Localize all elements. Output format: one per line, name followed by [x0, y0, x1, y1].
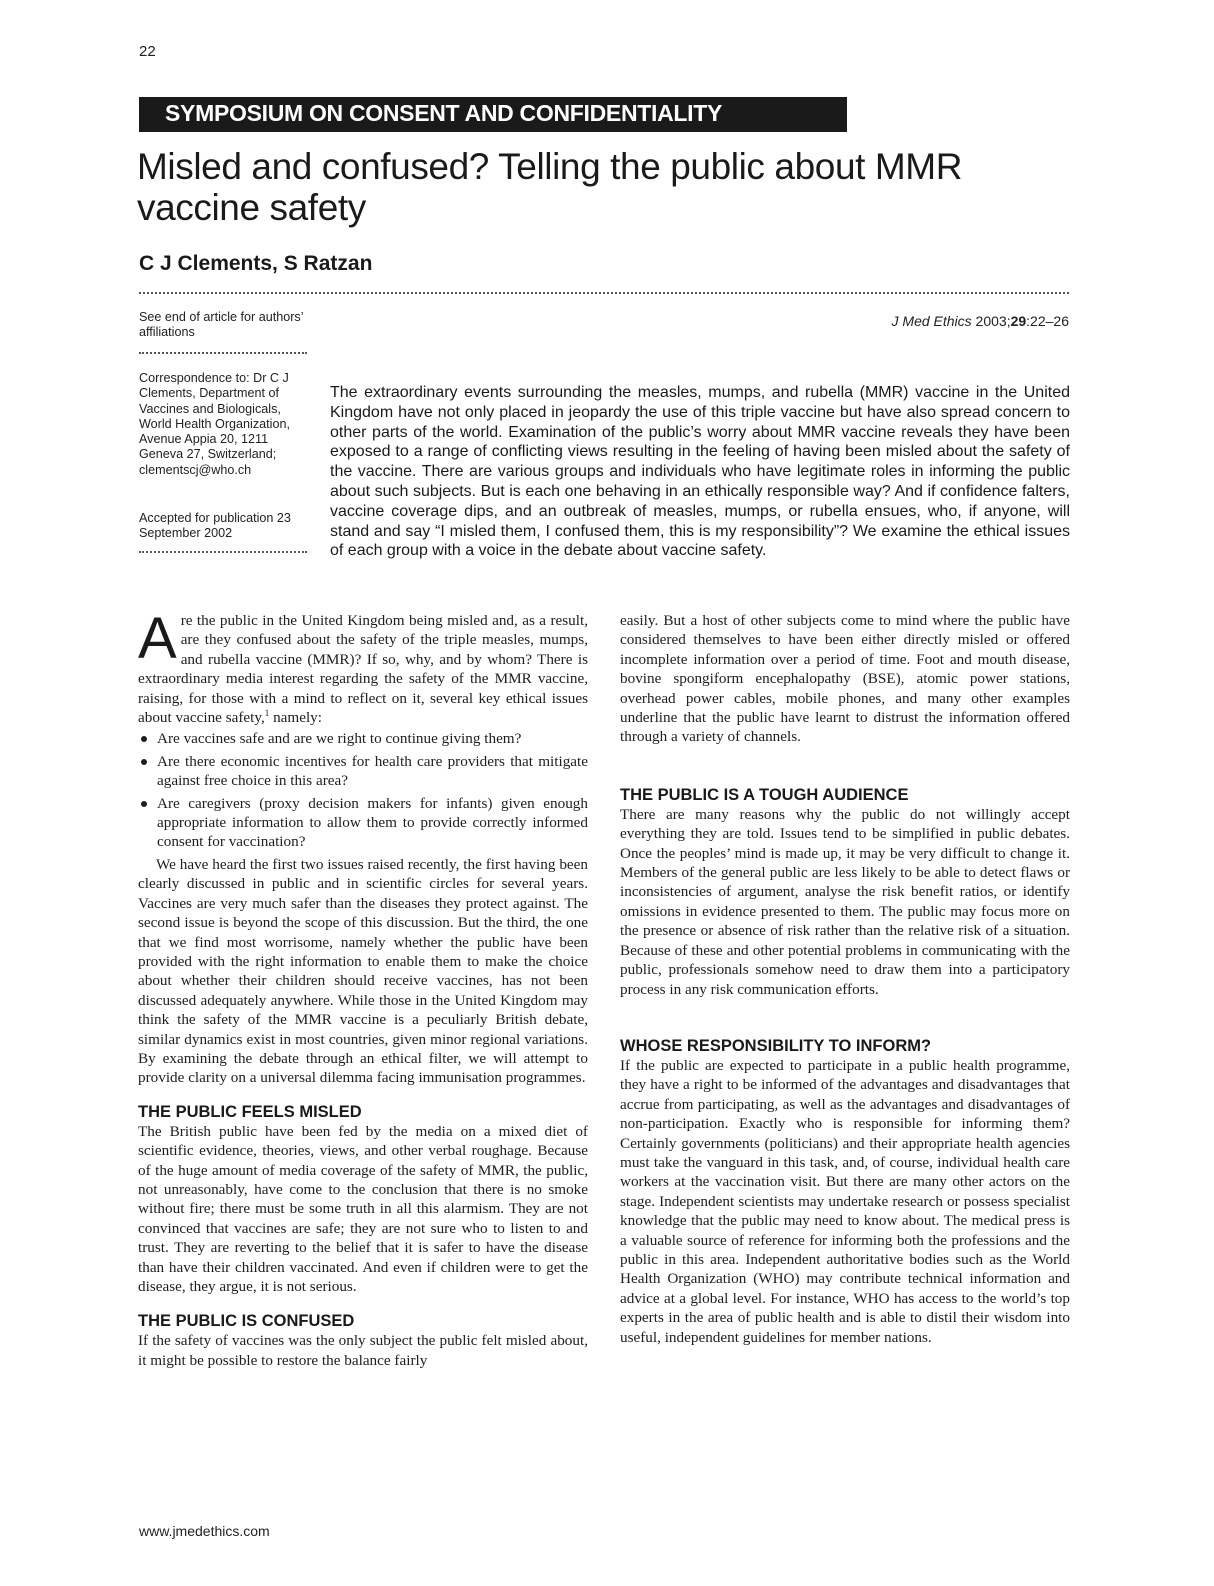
list-item [138, 752, 588, 791]
section-banner-text: SYMPOSIUM ON CONSENT AND CONFIDENTIALITY [165, 100, 723, 126]
accepted-date: Accepted for publication 23 September 2002 [139, 511, 291, 541]
section-heading: WHOSE RESPONSIBILITY TO INFORM? [620, 1036, 932, 1055]
body-paragraph: There are many reasons why the public do not willingly accept everything they are told. Issues tend to be simplified in public debates. Once the peoples’ mind is made up, it may be very difficult to change it. Members of the general public are less likely to be able to detect flaws or inconsistencies of argument, analyse the risk benefit ratios, or identify omissions in evidence presented to them. The public may focus more on the presence or absence of risk rather than the relative risk of a situation. Because of these and other potential problems in communicating with the public, professionals somehow need to draw them into a participatory process in any risk communication efforts. [620, 805, 1070, 998]
list-item [138, 729, 588, 748]
body-paragraph: If the public are expected to participate in a public health programme, they have a right to be informed of the advantages and disadvantages that accrue from participating, as well as the advantages and disadvantages of non-participation. Exactly who is responsible for informing them? Certainly governments (politicians) and their appropriate health agencies must take the vanguard in this task, and, of course, individual health care workers at the vaccination visit. But there are many other actors on the stage. Independent scientists may undertake research or possess specialist knowledge that the public may need to know about. The medical press is a valuable source of reference for informing both the professions and the public in this area. Independent authoritative bodies such as the World Health Organization (WHO) may contribute technical information and advice at a global level. For instance, WHO has access to the world’s top experts in the area of public health and is able to distil their wisdom into useful, independent guidelines for member nations. [620, 1056, 1070, 1346]
journal-citation [892, 313, 1069, 329]
section-heading: THE PUBLIC FEELS MISLED [138, 1102, 362, 1121]
citation-pages: :22–26 [1026, 313, 1069, 329]
bullet-icon [141, 759, 147, 765]
list-item [138, 794, 588, 852]
sidebar-divider [139, 352, 307, 354]
footer-url: www.jmedethics.com [139, 1523, 270, 1539]
body-column-right [620, 611, 1070, 1347]
body-paragraph: The British public have been fed by the media on a mixed diet of scientific evidence, theories, views, and other verbal roughage. Because of the huge amount of media coverage of the safety of MMR, the public, not unreasonably, have come to the conclusion that there is no smoke without fire; there must be some truth in all this alarmism. They are not convinced that vaccines are safe; they are not sure who to listen to and trust. They are reverting to the belief that it is safer to have the disease than have their children vaccinated. And even if children were to get the disease, they argue, it is not serious. [138, 1122, 588, 1295]
citation-year: 2003; [975, 313, 1011, 329]
bullet-icon [141, 801, 147, 807]
body-paragraph: easily. But a host of other subjects come to mind where the public have considered themselves to have been either directly misled or offered incomplete information over a period of time. Foot and mouth disease, bovine spongiform encephalopathy (BSE), atomic power stations, overhead power cables, mobile phones, and many other examples underline that the public have learnt to distrust the information offered through a variety of channels. [620, 612, 1070, 746]
article-authors: C J Clements, S Ratzan [139, 252, 373, 275]
header-divider [139, 292, 1069, 294]
list-item-text: Are vaccines safe and are we right to continue giving them? [157, 730, 522, 748]
page-number: 22 [139, 43, 156, 60]
affiliation-note: See end of article for authors’ affiliations [139, 310, 304, 340]
sidebar-divider [139, 551, 307, 553]
correspondence-note: Correspondence to: Dr C J Clements, Department of Vaccines and Biologicals, World Health Organization, Avenue Appia 20, 1211 Geneva 27, Switzerland; clementscj@who.ch [139, 371, 290, 477]
body-column-left [138, 606, 588, 1370]
intro-paragraph [138, 606, 588, 727]
citation-journal: J Med Ethics [891, 313, 972, 329]
issue-list [138, 729, 588, 851]
intro-text-end: namely: [269, 709, 322, 727]
reference-marker: 1 [264, 707, 270, 718]
article-title: Misled and confused? Telling the public about MMR vaccine safety [137, 146, 963, 228]
bullet-icon [141, 736, 147, 742]
drop-cap: A [138, 606, 177, 671]
section-heading: THE PUBLIC IS CONFUSED [138, 1312, 355, 1331]
list-item-text: Are there economic incentives for health care providers that mitigate against free choice in this area? [157, 752, 588, 790]
body-paragraph: We have heard the first two issues raised recently, the first having been clearly discussed in public and in scientific circles for several years. Vaccines are very much safer than the diseases they protect against. The second issue is beyond the scope of this discussion. But the third, the one that we find most worrisome, namely whether the public have been provided with the right information to enable them to make the choice about whether their children should receive vaccines, has not been discussed adequately anywhere. While those in the United Kingdom may think the safety of the MMR vaccine is a peculiarly British debate, similar dynamics exist in most countries, given minor regional variations. By examining the debate through an ethical filter, we will attempt to provide clarity on a universal dilemma facing immunisation programmes. [138, 855, 588, 1087]
section-banner [139, 97, 847, 132]
list-item-text: Are caregivers (proxy decision makers for infants) given enough appropriate information to allow them to provide correctly informed consent for vaccination? [157, 794, 588, 851]
intro-text: re the public in the United Kingdom being misled and, as a result, are they confused about the safety of the triple measles, mumps, and rubella vaccine (MMR)? If so, why, and by whom? There is extraordinary media interest regarding the safety of the MMR vaccine, raising, for those with a mind to reflect on it, several key ethical issues about vaccine safety, [138, 612, 588, 727]
abstract: The extraordinary events surrounding the measles, mumps, and rubella (MMR) vaccine in the United Kingdom have not only placed in jeopardy the use of this triple vaccine but have also spread concern to other parts of the world. Examination of the public’s worry about MMR vaccine reveals they have been exposed to a range of conflicting views resulting in the feeling of having been misled about the safety of the vaccine. There are various groups and individuals who have legitimate roles in informing the public about such subjects. But is each one behaving in an ethically responsible way? And if confidence falters, vaccine coverage dips, and an outbreak of measles, mumps, or rubella ensues, who, if anyone, will stand and say “I misled them, I confused them, this is my responsibility”? We examine the ethical issues of each group with a voice in the debate about vaccine safety. [330, 384, 1070, 560]
body-paragraph: If the safety of vaccines was the only subject the public felt misled about, it might be possible to restore the balance fairly [138, 1332, 588, 1369]
section-heading: THE PUBLIC IS A TOUGH AUDIENCE [620, 785, 909, 804]
citation-volume: 29 [1010, 313, 1027, 329]
